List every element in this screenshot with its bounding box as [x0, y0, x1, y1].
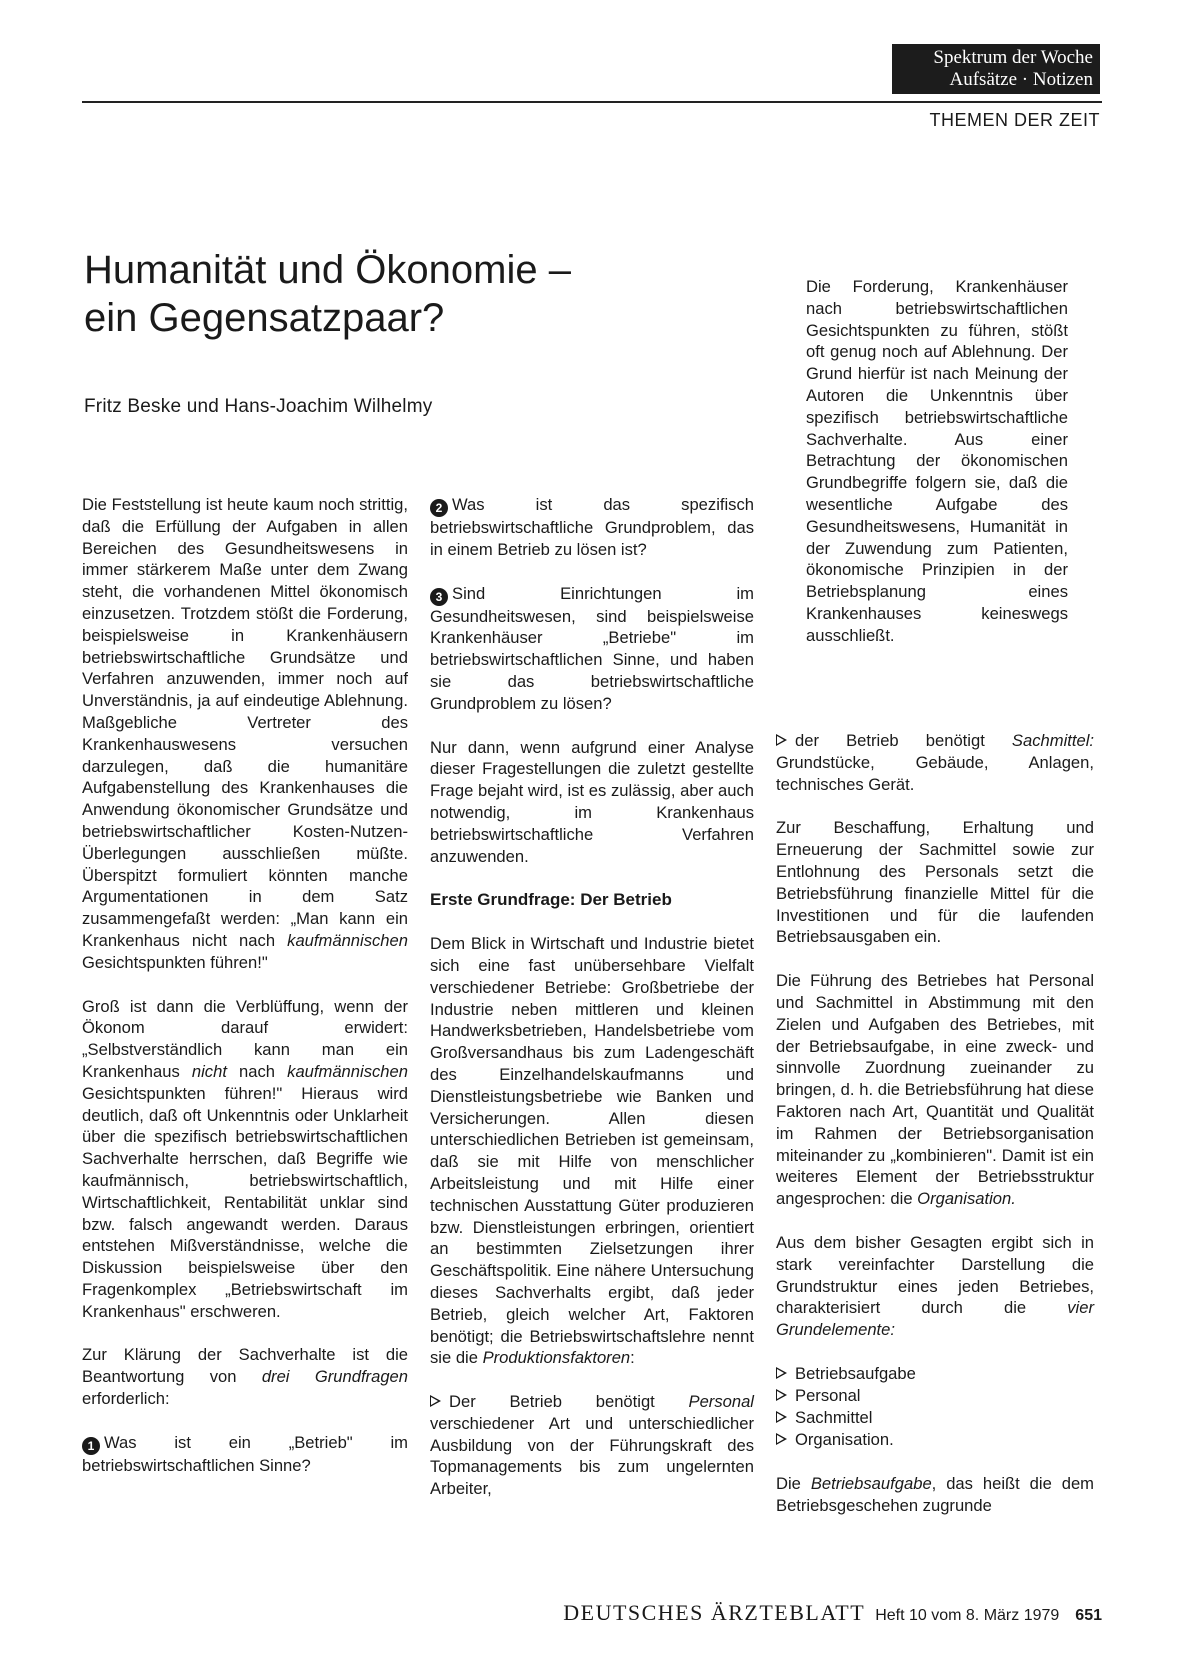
header-rule — [82, 101, 1102, 103]
question-3: 3 Sind Einrichtungen im Gesundheitswesen, sind beispielsweise Krankenhäuser „Betriebe" im betriebswirtschaftlichen Sinne, und haben sie das betriebswirtschaftliche Grundproblem zu lösen? — [430, 583, 754, 713]
triangle-bullet-icon — [776, 734, 787, 746]
list-item-sachmittel: der Betrieb benötigt Sachmittel: Grundstücke, Gebäude, Anlagen, technisches Gerät. — [776, 731, 1094, 794]
section-label-line1: Spektrum der Woche — [933, 47, 1093, 68]
paragraph-10: Aus dem bisher Gesagten ergibt sich in stark vereinfachter Darstellung die Grundstruktur eines jeden Betriebes, charakterisiert durch die vier Grundelemente: — [776, 1232, 1094, 1340]
article-authors: Fritz Beske und Hans-Joachim Wilhelmy — [84, 396, 433, 417]
number-3-icon: 3 — [430, 588, 448, 606]
paragraph-2: Groß ist dann die Verblüffung, wenn der Ökonom darauf erwidert: „Selbstverständlich kann man ein Krankenhaus nicht nach kaufmännischen Gesichtspunkten führen!" Hieraus wird deutlich, daß oft Unkenntnis oder Unklarheit über die spezifisch betriebswirtschaftlichen Sachverhalte herrschen, daß Begriffe wie kaufmännisch, betriebswirtschaftlich, Wirtschaftlichkeit, Rentabilität unklar sind bzw. falsch angewandt werden. Daraus entstehen Mißverständnisse, welche die Diskussion beispielsweise über den Fragenkomplex „Betriebswirtschaft im Krankenhaus" erschweren. — [82, 996, 408, 1321]
number-1-icon: 1 — [82, 1437, 100, 1455]
list-item: Personal — [776, 1385, 1094, 1407]
triangle-bullet-icon — [776, 1367, 787, 1379]
title-line-1: Humanität und Ökonomie – — [84, 248, 571, 292]
paragraph-9: Die Führung des Betriebes hat Personal und Sachmittel in Abstimmung mit den Zielen und Aufgaben des Betriebes, mit der Betriebsaufgabe, in eine zweck- und sinnvolle Zuordnung zueinander zu bringen, d. h. die Betriebsführung hat diese Faktoren nach Art, Quantität und Qualität im Rahmen der Betriebsorganisation miteinander zu „kombinieren". Damit ist ein weiteres Element der Betriebsstruktur angesprochen: die Organisation. — [776, 971, 1094, 1209]
list-item: Betriebsaufgabe — [776, 1363, 1094, 1385]
title-line-2: ein Gegensatzpaar? — [84, 296, 445, 340]
grundelemente-list — [776, 1363, 1094, 1451]
question-2: 2 Was ist das spezifisch betriebswirtschaftliche Grundproblem, das in einem Betrieb zu lösen ist? — [430, 495, 754, 559]
journal-name: DEUTSCHES ÄRZTEBLATT — [563, 1600, 866, 1625]
triangle-bullet-icon — [776, 1433, 787, 1445]
triangle-bullet-icon — [430, 1395, 441, 1407]
section-label — [892, 44, 1100, 94]
list-item-personal: Der Betrieb benötigt Personal verschiedener Art und unterschiedlicher Ausbildung von der Führungskraft des Topmanagements bis zum ungelernten Arbeiter, — [430, 1392, 754, 1499]
paragraph-8: Zur Beschaffung, Erhaltung und Erneuerung der Sachmittel sowie zur Entlohnung des Personals setzt die Betriebsführung finanzielle Mittel für die Investitionen und für die laufenden Betriebsausgaben ein. — [776, 818, 1094, 947]
paragraph-4: Nur dann, wenn aufgrund einer Analyse dieser Fragestellungen die zuletzt gestellte Frage bejaht wird, ist es zulässig, aber auch notwendig, im Krankenhaus betriebswirtschaftliche Verfahren anzuwenden. — [430, 737, 754, 866]
article-intro: Die Forderung, Krankenhäuser nach betriebswirtschaftlichen Gesichtspunkten zu führen, stößt oft genug noch auf Ablehnung. Der Grund hierfür ist nach Meinung der Autoren die Unkenntnis über spezifisch betriebswirtschaftliche Sachverhalte. Aus einer Betrachtung der ökonomischen Grundbegriffe folgern sie, daß die wesentliche Aufgabe des Gesundheitswesens, Humanität in der Zuwendung zum Patienten, ökonomische Prinzipien in der Betriebsplanung eines Krankenhauses keineswegs ausschließt. — [806, 277, 1068, 645]
section-kicker: THEMEN DER ZEIT — [929, 110, 1100, 130]
triangle-bullet-icon — [776, 1389, 787, 1401]
number-2-icon: 2 — [430, 499, 448, 517]
issue-info: Heft 10 vom 8. März 1979 — [875, 1607, 1060, 1624]
section-label-line2: Aufsätze · Notizen — [949, 69, 1093, 90]
question-1: 1 Was ist ein „Betrieb" im betriebswirtschaftlichen Sinne? — [82, 1432, 408, 1475]
section-heading: Erste Grundfrage: Der Betrieb — [430, 890, 672, 910]
triangle-bullet-icon — [776, 1411, 787, 1423]
list-item: Sachmittel — [776, 1407, 1094, 1429]
list-item: Organisation. — [776, 1429, 1094, 1451]
paragraph-11: Die Betriebsaufgabe, das heißt die dem Betriebsgeschehen zugrunde — [776, 1473, 1094, 1515]
column-2 — [430, 494, 754, 1500]
paragraph-3: Zur Klärung der Sachverhalte ist die Beantwortung von drei Grundfragen erforderlich: — [82, 1345, 409, 1409]
paragraph-5: Dem Blick in Wirtschaft und Industrie bietet sich eine fast unübersehbare Vielfalt verschiedener Betriebe: Großbetriebe der Industrie neben mittleren und kleinen Handwerksbetrieben, Handelsbetriebe vom Großversandhaus bis zum Ladengeschäft des Einzelhandelskaufmanns und Dienstleistungsbetriebe wie Banken und Versicherungen. Allen diesen unterschiedlichen Betrieben ist gemeinsam, daß sie mit Hilfe von menschlicher Arbeitsleistung und mit Hilfe einer technischen Ausstattung Güter produzieren bzw. Dienstleistungen erbringen, orientiert an bestimmten Zielsetzungen ihrer Geschäftspolitik. Eine nähere Untersuchung dieses Sachverhalts ergibt, daß jeder Betrieb, gleich welcher Art, Faktoren benötigt; die Betriebswirtschaftslehre nennt sie die Produktionsfaktoren: — [430, 934, 754, 1368]
page-footer — [470, 1600, 1102, 1626]
page-number: 651 — [1075, 1607, 1102, 1624]
paragraph-1: Die Feststellung ist heute kaum noch strittig, daß die Erfüllung der Aufgaben in allen Bereichen des Gesundheitswesens in immer stärkerem Maße unter dem Zwang steht, die vorhandenen Mittel ökonomisch einzusetzen. Trotzdem stößt die Forderung, beispielsweise in Krankenhäusern betriebswirtschaftliche Grundsätze und Verfahren anzuwenden, immer noch auf Unverständnis, ja auf eindeutige Ablehnung. Maßgebliche Vertreter des Krankenhauswesens versuchen darzulegen, daß die humanitäre Aufgabenstellung des Krankenhauses die Anwendung ökonomischer Grundsätze und betriebswirtschaftlicher Kosten-Nutzen-Überlegungen ausschließen müßte. Überspitzt formuliert könnten manche Argumentationen in dem Satz zusammengefaßt werden: „Man kann ein Krankenhaus nicht nach kaufmännischen Gesichtspunkten führen!" — [82, 495, 408, 972]
column-3 — [776, 730, 1094, 1517]
column-1 — [82, 494, 408, 1477]
article-title — [84, 246, 704, 342]
